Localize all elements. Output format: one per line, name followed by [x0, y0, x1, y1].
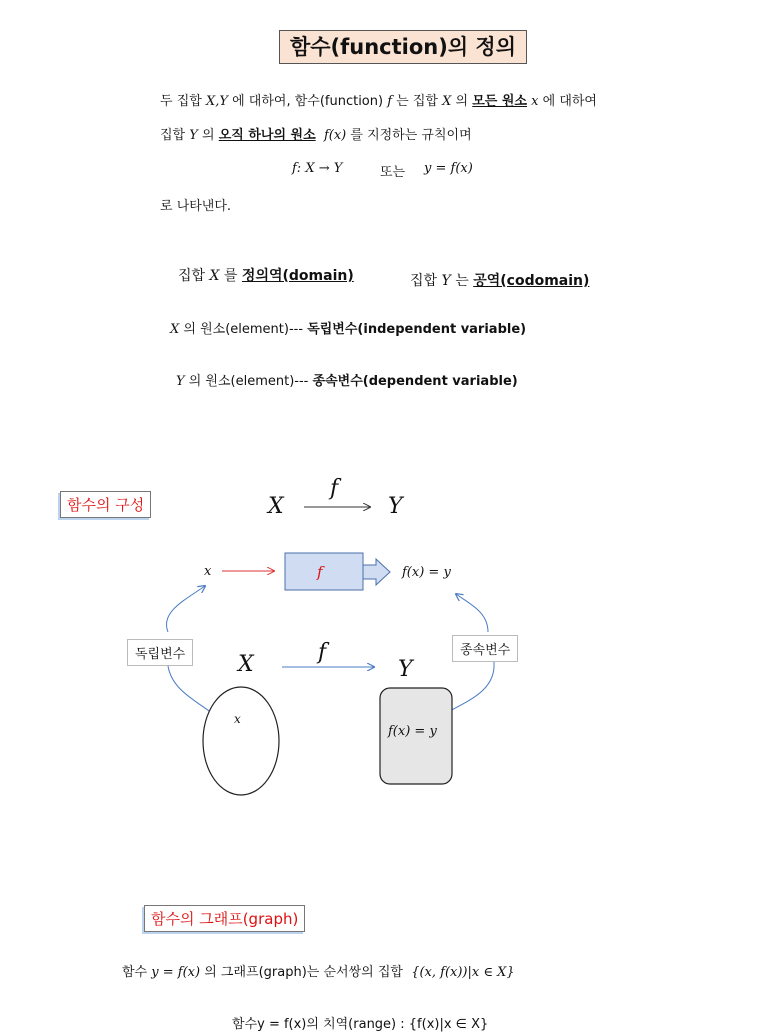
text: 의	[202, 128, 215, 143]
math-y: Y	[441, 273, 451, 289]
text: 의	[455, 94, 469, 109]
top-function-f: f	[330, 476, 339, 501]
text: 두 집합	[160, 94, 202, 109]
dependent-variable-term: 종속변수(dependent variable)	[312, 374, 518, 389]
independent-variable-term: 독립변수(independent variable)	[307, 322, 527, 337]
only-one-element-emphasis: 오직 하나의 원소	[218, 128, 316, 143]
math-xy: X,Y	[205, 94, 228, 109]
math-y: Y	[176, 374, 185, 389]
range-line: 함수y = f(x)의 치역(range) : {f(x)|x ∈ X}	[232, 1017, 489, 1032]
top-set-x: X	[268, 494, 284, 519]
dependent-variable-tag: 종속변수	[452, 635, 518, 662]
ordered-pair-set: {(x, f(x))|x ∈ X}	[411, 965, 515, 980]
function-box	[285, 553, 363, 590]
text: 에 대하여	[542, 94, 597, 109]
text: 집합	[160, 128, 186, 143]
math-f: f	[387, 94, 393, 109]
codomain-term: 공역(codomain)	[473, 273, 590, 289]
text: 의 원소(element)---	[183, 322, 304, 337]
output-fx-y: f(x) = y	[402, 565, 451, 580]
text: 를	[223, 268, 238, 284]
top-set-y: Y	[388, 494, 403, 519]
mapping-notation: f: X → Y	[292, 161, 343, 176]
dependent-up-arrow	[456, 594, 488, 632]
math-x: X	[442, 94, 452, 109]
middle-set-y: Y	[398, 657, 413, 682]
composition-label: 함수의 구성	[60, 491, 151, 518]
domain-term: 정의역(domain)	[241, 268, 354, 284]
text: 의 원소(element)---	[188, 374, 309, 389]
text: 집합	[178, 268, 206, 284]
text: 집합	[410, 273, 438, 289]
set-y-element: f(x) = y	[388, 724, 437, 739]
page-title: 함수(function)의 정의	[279, 30, 527, 64]
set-x-ellipse	[203, 687, 279, 795]
definition-line-4: 로 나타낸다.	[160, 199, 232, 214]
math-fx: f(x)	[323, 128, 347, 143]
all-elements-emphasis: 모든 원소	[472, 94, 527, 109]
text: 함수	[122, 965, 148, 980]
function-box-label: f	[317, 563, 323, 581]
set-x-element: x	[234, 712, 241, 726]
middle-set-x: X	[238, 652, 254, 677]
independent-up-arrow	[166, 586, 205, 632]
text: 는	[455, 273, 469, 289]
or-text: 또는	[380, 165, 406, 180]
independent-variable-tag: 독립변수	[127, 639, 193, 666]
text: 를 지정하는 규칙이며	[350, 128, 472, 143]
text: 에 대하여, 함수(function)	[232, 94, 384, 109]
graph-definition-line	[122, 961, 515, 980]
math-x: X	[170, 322, 180, 337]
output-block-arrow	[363, 559, 390, 585]
math-x: X	[209, 268, 220, 284]
independent-down-arrow	[168, 666, 216, 716]
equation-notation: y = f(x)	[424, 161, 473, 176]
middle-function-f: f	[318, 640, 327, 665]
text: 의 그래프(graph)는 순서쌍의 집합	[204, 965, 403, 980]
math-x-elem: x	[531, 94, 539, 109]
input-x: x	[204, 564, 212, 579]
math-y: Y	[189, 128, 198, 143]
graph-label: 함수의 그래프(graph)	[144, 905, 305, 932]
math-y-eq-fx: y = f(x)	[151, 965, 201, 980]
text: 는 집합	[396, 94, 438, 109]
